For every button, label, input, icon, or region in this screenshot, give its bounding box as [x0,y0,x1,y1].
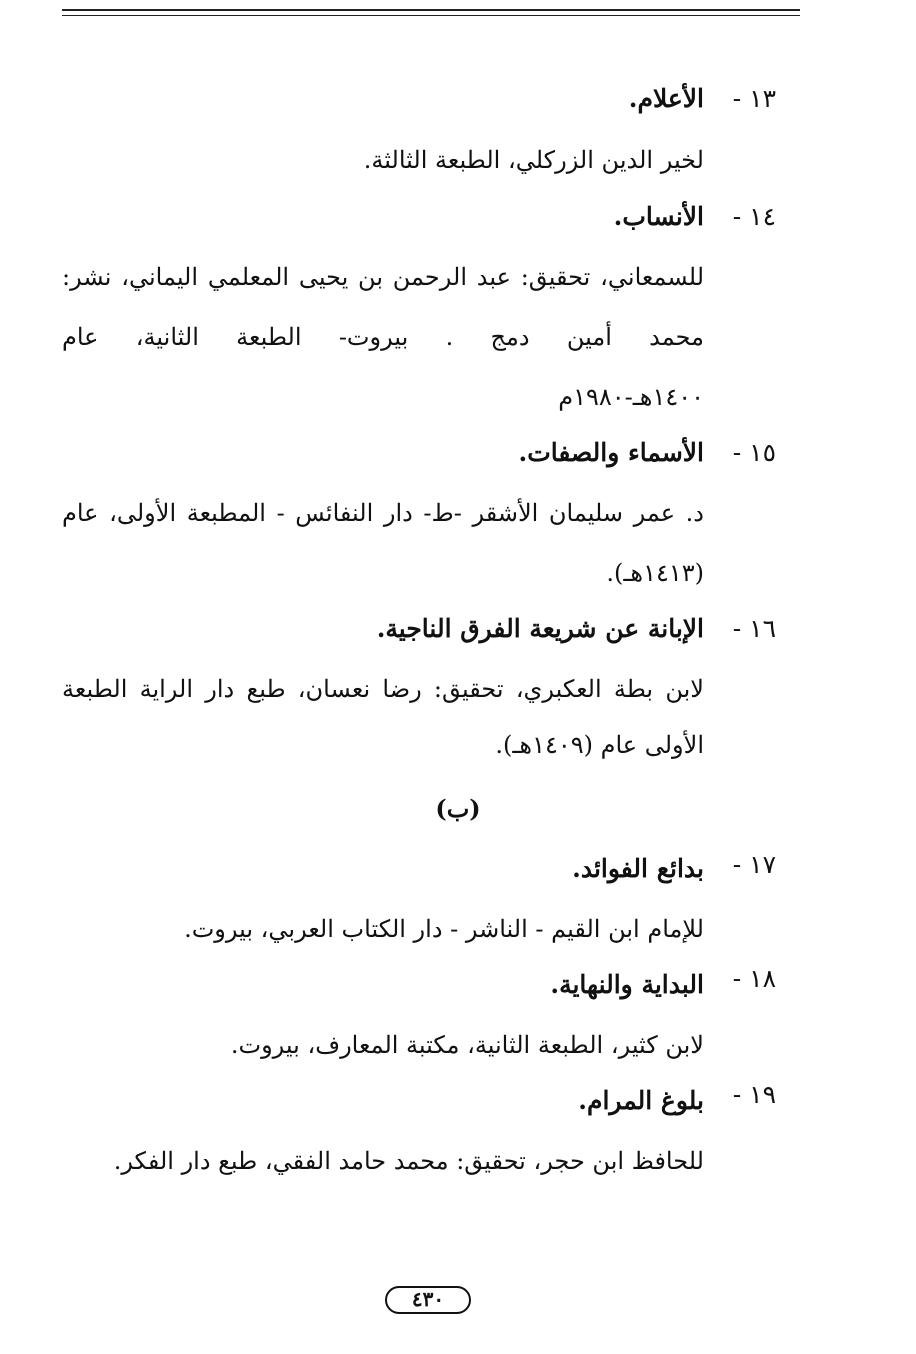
page-number: ٤٣٠ [411,1287,445,1311]
entry-text-18-line-1: لابن كثير، الطبعة الثانية، مكتبة المعارف، بيروت. [230,1031,704,1059]
entry-text-16-line-2: الأولى عام (١٤٠٩هـ). [495,731,704,759]
entry-title-16: الإبانة عن شريعة الفرق الناجية. [376,614,704,643]
entry-number-14: ١٤ - [732,202,776,231]
entry-number-15: ١٥ - [732,438,776,467]
entry-number-17: ١٧ - [732,850,776,879]
entry-number-19: ١٩ - [732,1080,776,1109]
entry-title-13: الأعلام. [628,84,704,113]
entry-title-14: الأنساب. [613,202,704,231]
entry-title-18: البداية والنهاية. [550,970,704,999]
entry-text-15-line-2: (١٤١٣هـ). [606,559,704,587]
entry-number-16: ١٦ - [732,614,776,643]
entry-text-14-line-3: ١٤٠٠هـ-١٩٨٠م [558,383,704,411]
entry-title-15: الأسماء والصفات. [518,438,704,467]
entry-title-17: بدائع الفوائد. [572,854,704,883]
entry-text-15-line-1: د. عمر سليمان الأشقر -ط- دار النفائس - المطبعة الأولى، عام [62,499,704,527]
entry-text-16-line-1: لابن بطة العكبري، تحقيق: رضا نعسان، طبع دار الراية الطبعة [62,675,704,703]
section-heading-ba: (ب) [435,794,481,823]
entry-number-13: ١٣ - [732,84,776,113]
entry-title-19: بلوغ المرام. [578,1086,704,1115]
header-rule-thin [62,15,800,16]
entry-text-14-line-2: محمد أمين دمج . بيروت- الطبعة الثانية، عام [62,323,704,351]
entry-text-17-line-1: للإمام ابن القيم - الناشر - دار الكتاب العربي، بيروت. [184,915,704,943]
entry-text-19-line-1: للحافظ ابن حجر، تحقيق: محمد حامد الفقي، طبع دار الفكر. [113,1147,704,1175]
entry-number-18: ١٨ - [732,964,776,993]
entry-text-14-line-1: للسمعاني، تحقيق: عبد الرحمن بن يحيى المعلمي اليماني، نشر: [62,263,704,291]
header-rule-thick [62,9,800,11]
entry-text-13-line-1: لخير الدين الزركلي، الطبعة الثالثة. [363,146,704,174]
